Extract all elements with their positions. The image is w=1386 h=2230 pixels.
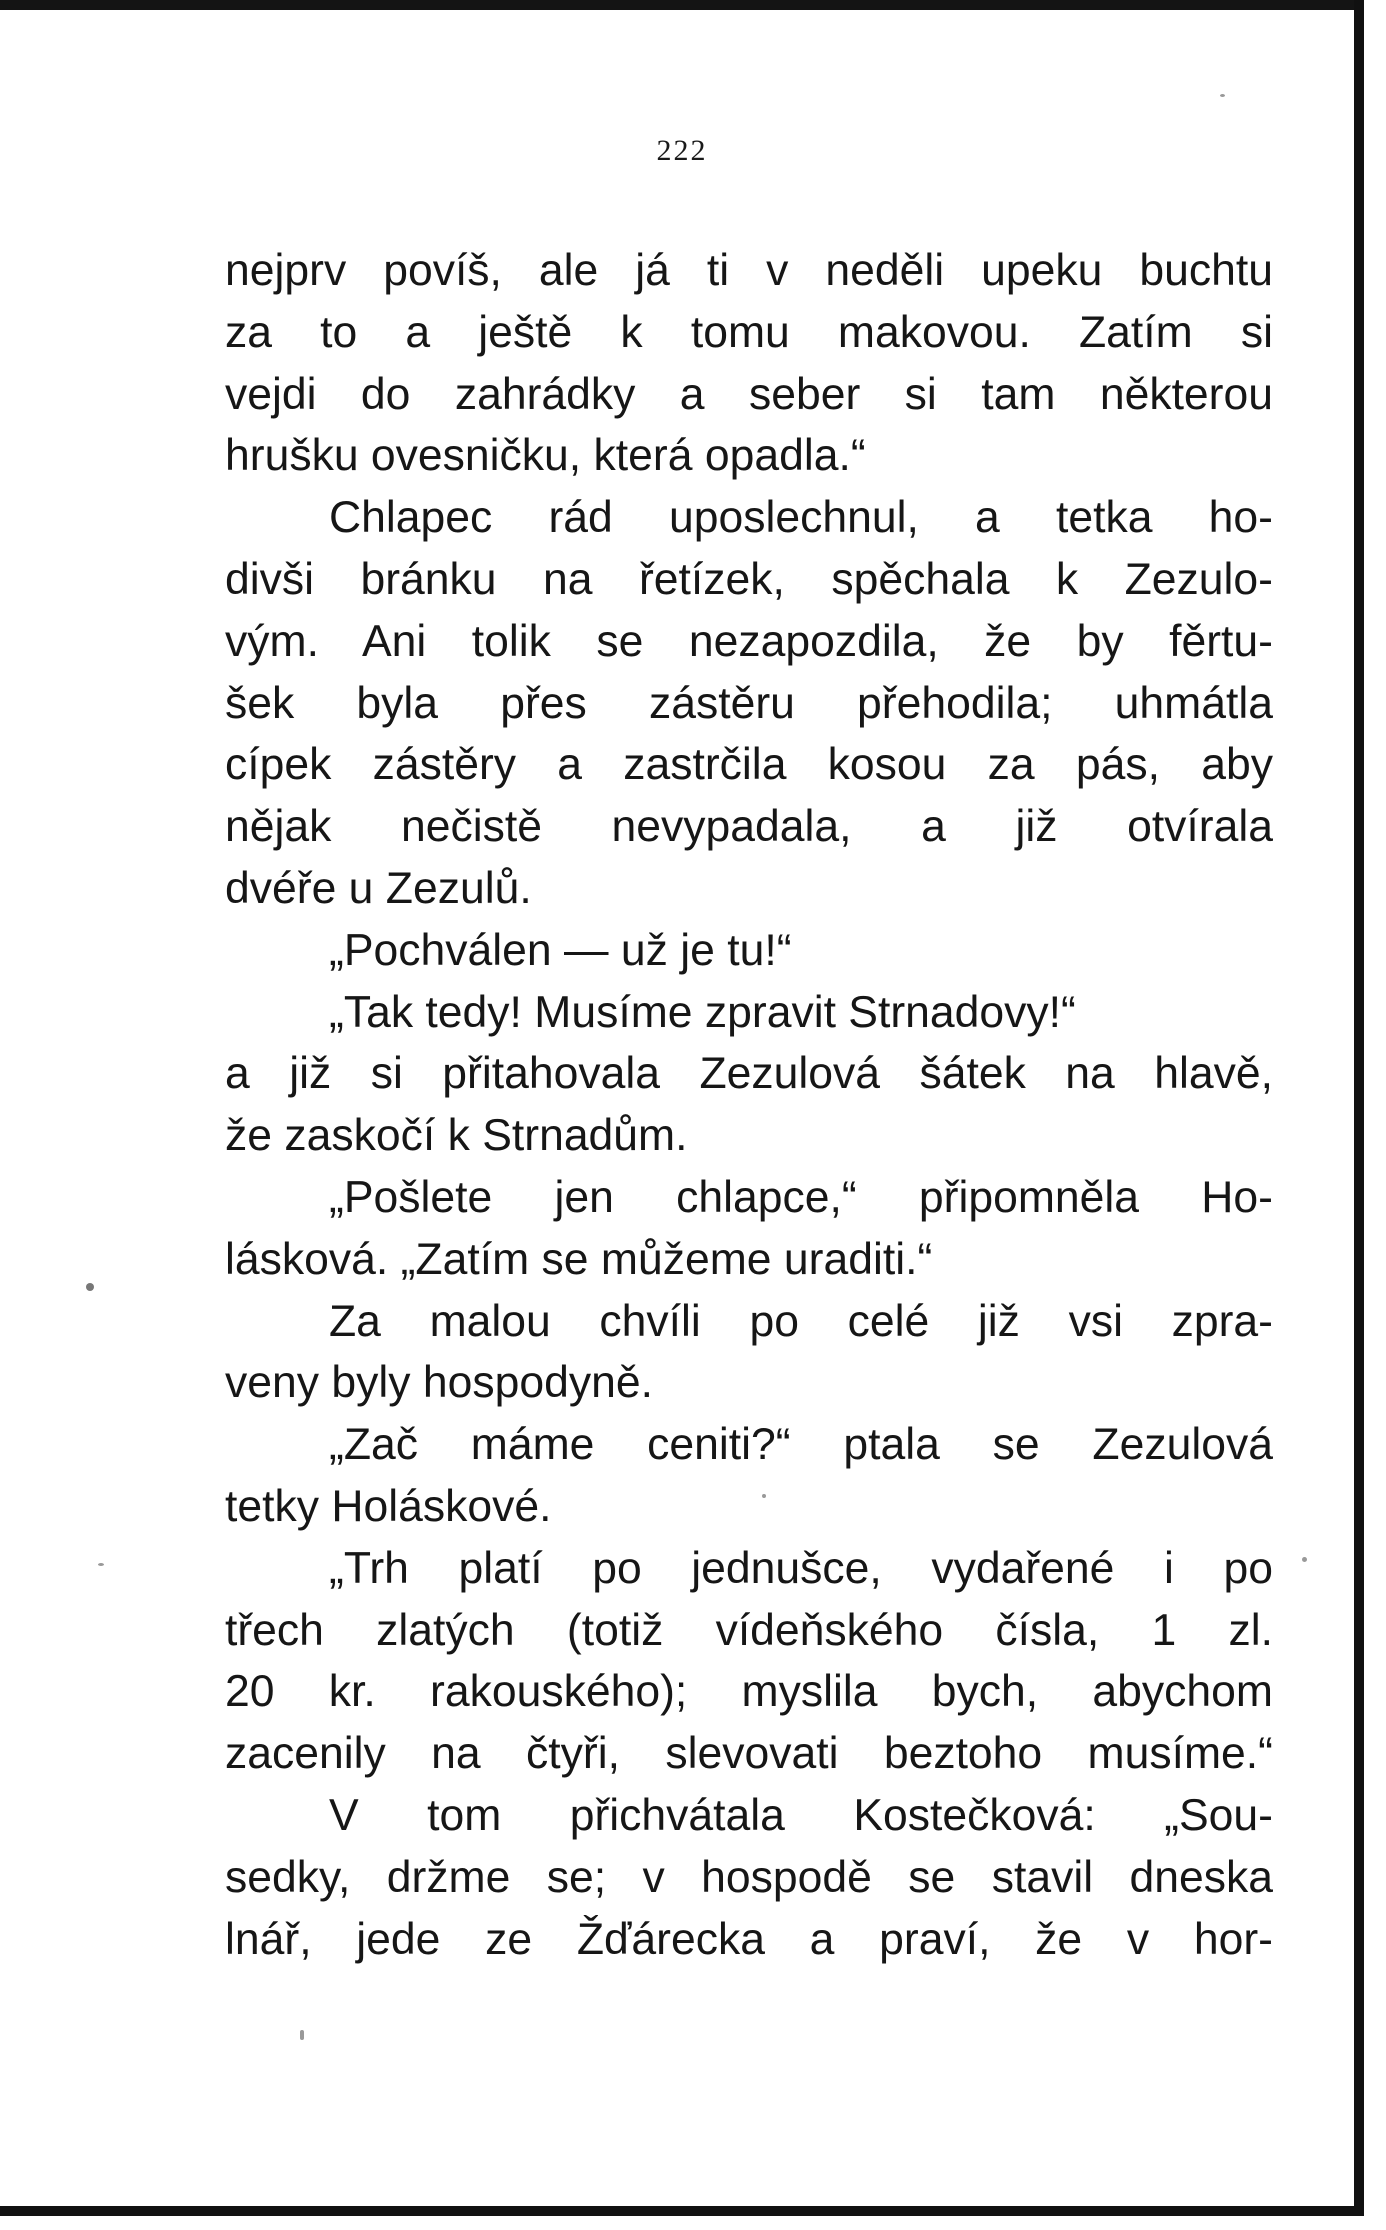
text-line: cípek zástěry a zastrčila kosou za pás, aby	[225, 740, 1273, 790]
text-line: „Pošlete jen chlapce,“ připomněla Ho-	[329, 1172, 1273, 1222]
scan-speck	[1302, 1557, 1307, 1562]
page-number: 222	[656, 134, 708, 167]
text-line: „Pochválen — už je tu!“	[329, 925, 792, 975]
scan-speck	[1220, 94, 1225, 97]
text-line: lnář, jede ze Žďárecka a praví, že v hor-	[225, 1914, 1273, 1964]
text-line: divši bránku na řetízek, spěchala k Zezulo-	[225, 554, 1273, 604]
text-line: šek byla přes zástěru přehodila; uhmátla	[225, 678, 1273, 728]
text-line: „Trh platí po jednušce, vydařené i po	[329, 1543, 1273, 1593]
text-line: že zaskočí k Strnadům.	[225, 1111, 688, 1161]
text-line: třech zlatých (totiž vídeňského čísla, 1 zl.	[225, 1605, 1273, 1655]
text-line: dvéře u Zezulů.	[225, 863, 532, 913]
text-line: Chlapec rád uposlechnul, a tetka ho-	[329, 493, 1273, 543]
text-line: V tom přichvátala Kostečková: „Sou-	[329, 1790, 1273, 1840]
text-line: vým. Ani tolik se nezapozdila, že by fěrtu-	[225, 616, 1273, 666]
scan-top-edge	[0, 0, 1364, 10]
text-line: tetky Holáskové.	[225, 1481, 552, 1531]
text-line: 20 kr. rakouského); myslila bych, abychom	[225, 1667, 1273, 1717]
scan-speck	[300, 2030, 304, 2040]
scan-speck	[762, 1494, 766, 1498]
text-line: za to a ještě k tomu makovou. Zatím si	[225, 307, 1273, 357]
text-line: hrušku ovesničku, která opadla.“	[225, 431, 866, 481]
text-line: veny byly hospodyně.	[225, 1358, 653, 1408]
text-line: vejdi do zahrádky a seber si tam některou	[225, 369, 1273, 419]
text-line: „Zač máme ceniti?“ ptala se Zezulová	[329, 1420, 1273, 1470]
scan-speck	[86, 1283, 94, 1291]
text-line: lásková. „Zatím se můžeme uraditi.“	[225, 1234, 933, 1284]
text-line: nějak nečistě nevypadala, a již otvírala	[225, 802, 1273, 852]
body-text	[225, 240, 1273, 1970]
text-line: sedky, držme se; v hospodě se stavil dneska	[225, 1852, 1273, 1902]
text-line: zacenily na čtyři, slevovati beztoho musíme.“	[225, 1729, 1273, 1779]
text-line: Za malou chvíli po celé již vsi zpra-	[329, 1296, 1273, 1346]
text-line: a již si přitahovala Zezulová šátek na hlavě,	[225, 1049, 1273, 1099]
scan-speck	[98, 1563, 104, 1566]
text-line: nejprv povíš, ale já ti v neděli upeku buchtu	[225, 246, 1273, 295]
text-line: „Tak tedy! Musíme zpravit Strnadovy!“	[329, 987, 1076, 1037]
